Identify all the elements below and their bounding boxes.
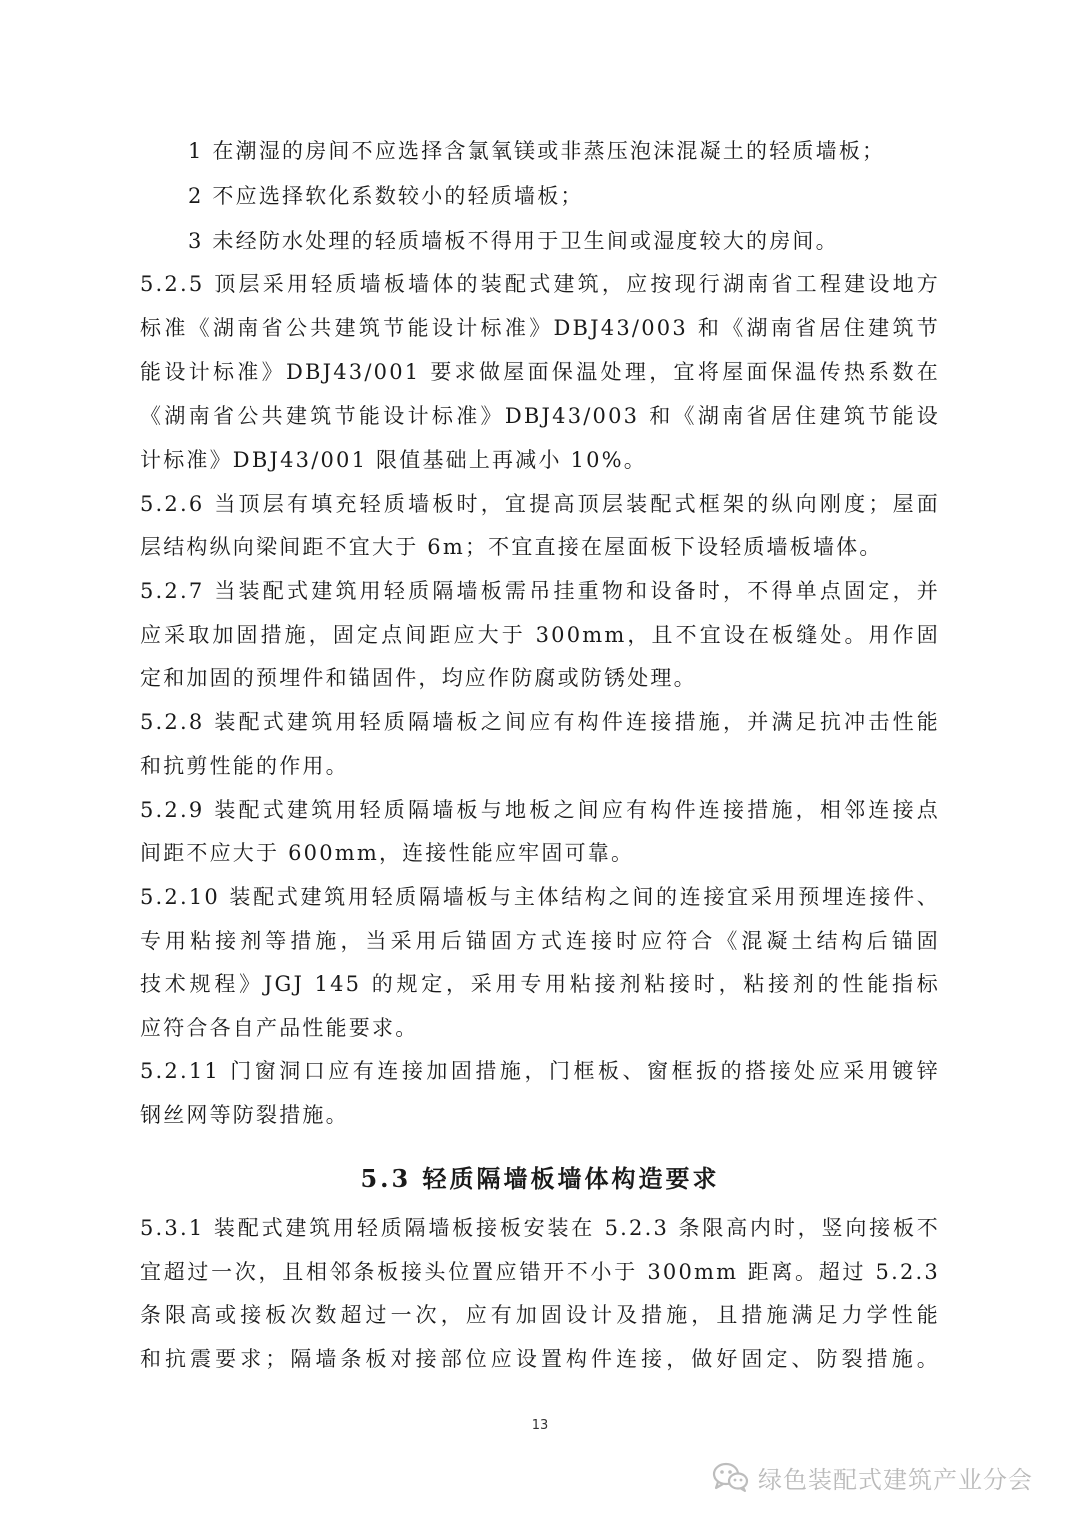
- clause-5-2-6-line-2: 层结构纵向梁间距不宜大于 6m；不宜直接在屋面板下设轻质墙板墙体。: [140, 535, 883, 559]
- page-number: 13: [531, 1418, 549, 1433]
- clause-5-2-5-line-3: 能设计标准》DBJ43/001 要求做屋面保温处理，宜将屋面保温传热系数在: [140, 360, 940, 384]
- clause-5-3-1-line-2: 宜超过一次，且相邻条板接头位置应错开不小于 300mm 距离。超过 5.2.3: [140, 1260, 940, 1284]
- clause-5-2-10-line-4: 应符合各自产品性能要求。: [140, 1016, 419, 1040]
- list-item-2: 2 不应选择软化系数较小的轻质墙板；: [188, 184, 584, 208]
- clause-5-3-1-line-1: 5.3.1 装配式建筑用轻质隔墙板接板安装在 5.2.3 条限高内时，竖向接板不: [140, 1216, 940, 1240]
- watermark: [712, 1457, 1033, 1497]
- clause-5-2-11-line-1: 5.2.11 门窗洞口应有连接加固措施，门框板、窗框扳的搭接处应采用镀锌: [140, 1059, 940, 1083]
- wechat-icon: [712, 1461, 750, 1493]
- clause-5-3-1-line-4: 和抗震要求；隔墙条板对接部位应设置构件连接，做好固定、防裂措施。: [140, 1347, 940, 1371]
- clause-5-2-7-line-2: 应采取加固措施，固定点间距应大于 300mm，且不宜设在板缝处。用作固: [140, 623, 940, 647]
- clause-5-2-5-line-2: 标准《湖南省公共建筑节能设计标准》DBJ43/003 和《湖南省居住建筑节: [140, 316, 940, 340]
- clause-5-2-11-line-2: 钢丝网等防裂措施。: [140, 1103, 349, 1127]
- watermark-text: 绿色装配式建筑产业分会: [758, 1465, 1033, 1494]
- clause-5-2-10-line-2: 专用粘接剂等措施，当采用后锚固方式连接时应符合《混凝土结构后锚固: [140, 929, 940, 953]
- clause-5-2-10-line-3: 技术规程》JGJ 145 的规定，采用专用粘接剂粘接时，粘接剂的性能指标: [140, 972, 940, 996]
- clause-5-2-7-line-1: 5.2.7 当装配式建筑用轻质隔墙板需吊挂重物和设备时，不得单点固定，并: [140, 579, 940, 603]
- clause-5-2-5-line-1: 5.2.5 顶层采用轻质墙板墙体的装配式建筑，应按现行湖南省工程建设地方: [140, 272, 940, 296]
- clause-5-2-8-line-2: 和抗剪性能的作用。: [140, 754, 349, 778]
- clause-5-3-1-line-3: 条限高或接板次数超过一次，应有加固设计及措施，且措施满足力学性能: [140, 1303, 940, 1327]
- clause-5-2-10-line-1: 5.2.10 装配式建筑用轻质隔墙板与主体结构之间的连接宜采用预埋连接件、: [140, 885, 940, 909]
- section-heading: 5.3 轻质隔墙板墙体构造要求: [360, 1164, 720, 1193]
- clause-5-2-9-line-2: 间距不应大于 600mm，连接性能应牢固可靠。: [140, 841, 635, 865]
- clause-5-2-9-line-1: 5.2.9 装配式建筑用轻质隔墙板与地板之间应有构件连接措施，相邻连接点: [140, 798, 940, 822]
- clause-5-2-5-line-5: 计标准》DBJ43/001 限值基础上再减小 10%。: [140, 448, 647, 472]
- clause-5-2-8-line-1: 5.2.8 装配式建筑用轻质隔墙板之间应有构件连接措施，并满足抗冲击性能: [140, 710, 940, 734]
- clause-5-2-7-line-3: 定和加固的预埋件和锚固件，均应作防腐或防锈处理。: [140, 666, 697, 690]
- clause-5-2-5-line-4: 《湖南省公共建筑节能设计标准》DBJ43/003 和《湖南省居住建筑节能设: [140, 404, 940, 428]
- list-item-1: 1 在潮湿的房间不应选择含氯氧镁或非蒸压泡沫混凝土的轻质墙板；: [188, 139, 886, 163]
- clause-5-2-6-line-1: 5.2.6 当顶层有填充轻质墙板时，宜提高顶层装配式框架的纵向刚度；屋面: [140, 492, 940, 516]
- list-item-3: 3 未经防水处理的轻质墙板不得用于卫生间或湿度较大的房间。: [188, 229, 839, 253]
